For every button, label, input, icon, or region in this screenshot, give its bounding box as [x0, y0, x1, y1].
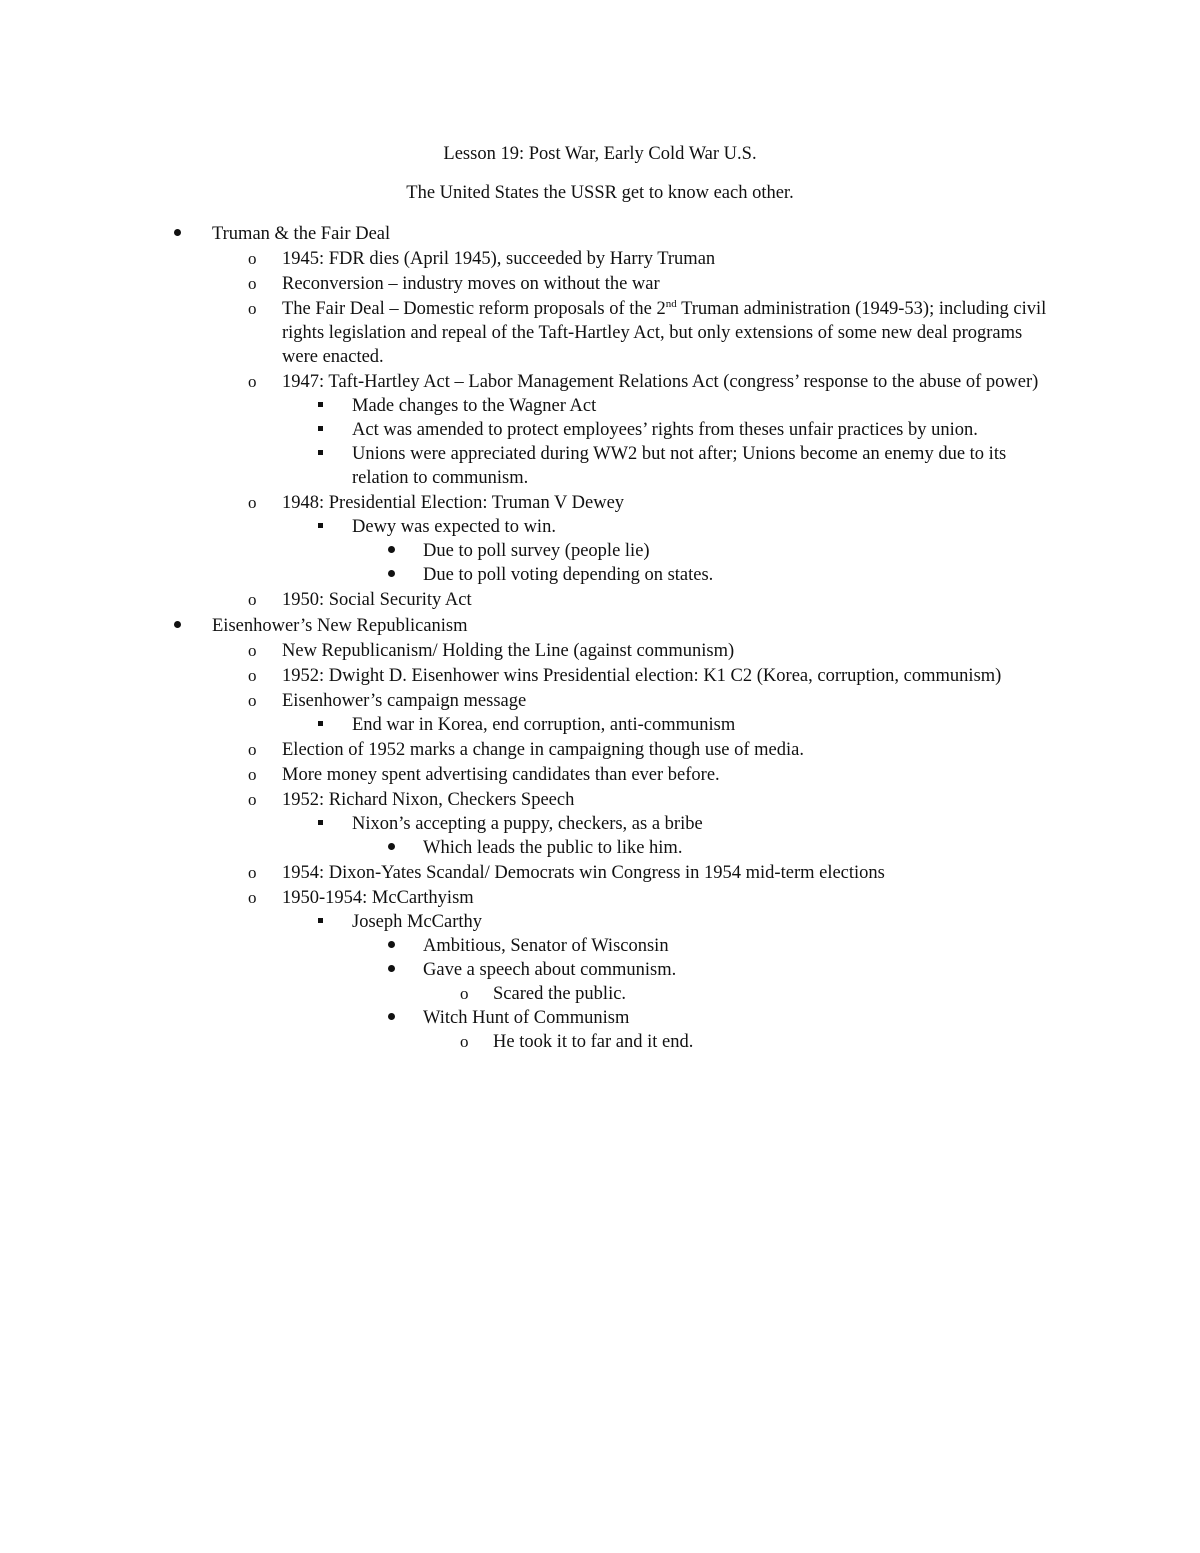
outline-item: [0, 788, 1200, 812]
filled-circle-bullet-icon: [388, 1006, 408, 1030]
outline-item: [0, 247, 1200, 271]
filled-circle-bullet-icon: [174, 222, 194, 246]
outline-item: [0, 442, 1200, 490]
hollow-o-bullet-icon: o: [248, 765, 257, 784]
hollow-o-bullet-icon: o: [248, 641, 257, 660]
outline-item-text: 1952: Richard Nixon, Checkers Speech: [282, 790, 575, 810]
hollow-o-bullet-icon: o: [248, 590, 257, 609]
filled-circle-bullet-icon: [388, 563, 408, 587]
hollow-o-bullet-icon: o: [248, 666, 257, 685]
outline-item-text: Scared the public.: [493, 984, 627, 1004]
outline-item: [0, 910, 1200, 934]
hollow-o-bullet-icon: o: [248, 299, 257, 318]
outline-item-text: New Republicanism/ Holding the Line (against communism): [282, 641, 735, 661]
outline-item-text: Truman & the Fair Deal: [212, 224, 391, 244]
outline-item-text: Unions were appreciated during WW2 but not after; Unions become an enemy due to its relation to communism.: [352, 444, 1007, 488]
superscript: nd: [665, 297, 677, 310]
outline-item: [0, 1006, 1200, 1030]
outline-item-text: [282, 297, 1060, 369]
outline-item: [0, 614, 1200, 638]
outline-item: [0, 370, 1200, 394]
outline-item: [0, 763, 1200, 787]
outline-item-text: Election of 1952 marks a change in campaigning though use of media.: [282, 740, 804, 760]
filled-circle-bullet-icon: [174, 614, 194, 638]
outline-item: [0, 639, 1200, 663]
outline-item: [0, 982, 1200, 1006]
outline-item-text-part: The Fair Deal – Domestic reform proposals of the 2: [282, 299, 666, 319]
filled-circle-bullet-icon: [388, 539, 408, 563]
outline-item-text: Witch Hunt of Communism: [423, 1008, 630, 1028]
square-bullet-icon: [318, 812, 338, 836]
outline-item: [0, 491, 1200, 515]
outline-item: [0, 418, 1200, 442]
outline-item: [0, 886, 1200, 910]
outline-item-text: Which leads the public to like him.: [423, 838, 683, 858]
outline-item: [0, 958, 1200, 982]
outline-list: [0, 220, 1200, 1054]
outline-item: [0, 664, 1200, 688]
document-subtitle: The United States the USSR get to know each other.: [406, 183, 794, 203]
outline-item-text: Due to poll voting depending on states.: [423, 565, 714, 585]
outline-item-text: Reconversion – industry moves on without the war: [282, 274, 660, 294]
square-bullet-icon: [318, 713, 338, 737]
outline-item-text: End war in Korea, end corruption, anti-communism: [352, 715, 736, 735]
outline-item-text: Act was amended to protect employees’ rights from theses unfair practices by union.: [352, 420, 978, 440]
square-bullet-icon: [318, 910, 338, 934]
filled-circle-bullet-icon: [388, 836, 408, 860]
outline-item-text: 1952: Dwight D. Eisenhower wins Presidential election: K1 C2 (Korea, corruption, communism): [282, 666, 1002, 686]
outline-item: [0, 689, 1200, 713]
hollow-o-bullet-icon: o: [460, 1032, 469, 1051]
outline-item-text: Ambitious, Senator of Wisconsin: [423, 936, 669, 956]
outline-item: [0, 297, 1200, 369]
outline-item-text: Gave a speech about communism.: [423, 960, 677, 980]
square-bullet-icon: [318, 394, 338, 418]
outline-item-text: Eisenhower’s New Republicanism: [212, 616, 468, 636]
document-title: Lesson 19: Post War, Early Cold War U.S.: [443, 144, 757, 164]
hollow-o-bullet-icon: o: [248, 372, 257, 391]
outline-item-text: 1947: Taft-Hartley Act – Labor Management Relations Act (congress’ response to the abuse of power): [282, 372, 1039, 392]
outline-item-text: Eisenhower’s campaign message: [282, 691, 527, 711]
outline-item: [0, 563, 1200, 587]
hollow-o-bullet-icon: o: [248, 740, 257, 759]
outline-item-text: More money spent advertising candidates than ever before.: [282, 765, 720, 785]
hollow-o-bullet-icon: o: [248, 493, 257, 512]
outline-item: [0, 539, 1200, 563]
outline-item: [0, 713, 1200, 737]
hollow-o-bullet-icon: o: [248, 249, 257, 268]
hollow-o-bullet-icon: o: [248, 691, 257, 710]
outline-item-text: Dewy was expected to win.: [352, 517, 556, 537]
outline-item: [0, 515, 1200, 539]
outline-item-text: He took it to far and it end.: [493, 1032, 694, 1052]
outline-item-text: Nixon’s accepting a puppy, checkers, as a bribe: [352, 814, 703, 834]
hollow-o-bullet-icon: o: [248, 863, 257, 882]
hollow-o-bullet-icon: o: [248, 790, 257, 809]
outline-item: [0, 836, 1200, 860]
outline-item-text: 1948: Presidential Election: Truman V Dewey: [282, 493, 625, 513]
outline-item: [0, 222, 1200, 246]
outline-item-text: 1945: FDR dies (April 1945), succeeded by Harry Truman: [282, 249, 716, 269]
hollow-o-bullet-icon: o: [460, 984, 469, 1003]
hollow-o-bullet-icon: o: [248, 888, 257, 907]
square-bullet-icon: [318, 442, 338, 466]
square-bullet-icon: [318, 418, 338, 442]
outline-item-text-part: Truman administration (1949-53); including civil rights legislation and repeal of the Taft-Hartley Act, but only extensions of some new deal programs were enacted.: [282, 299, 1047, 367]
outline-item: [0, 738, 1200, 762]
outline-item-text: Joseph McCarthy: [352, 912, 482, 932]
outline-item: [0, 588, 1200, 612]
outline-item: [0, 861, 1200, 885]
filled-circle-bullet-icon: [388, 934, 408, 958]
outline-item-text: Due to poll survey (people lie): [423, 541, 650, 561]
outline-item: [0, 1030, 1200, 1054]
outline-item-text: 1950-1954: McCarthyism: [282, 888, 474, 908]
outline-item: [0, 394, 1200, 418]
outline-item-text: 1954: Dixon-Yates Scandal/ Democrats win Congress in 1954 mid-term elections: [282, 863, 885, 883]
filled-circle-bullet-icon: [388, 958, 408, 982]
outline-item-text: Made changes to the Wagner Act: [352, 396, 597, 416]
square-bullet-icon: [318, 515, 338, 539]
outline-item-text: 1950: Social Security Act: [282, 590, 472, 610]
outline-item: [0, 272, 1200, 296]
outline-item: [0, 812, 1200, 836]
outline-item: [0, 934, 1200, 958]
hollow-o-bullet-icon: o: [248, 274, 257, 293]
